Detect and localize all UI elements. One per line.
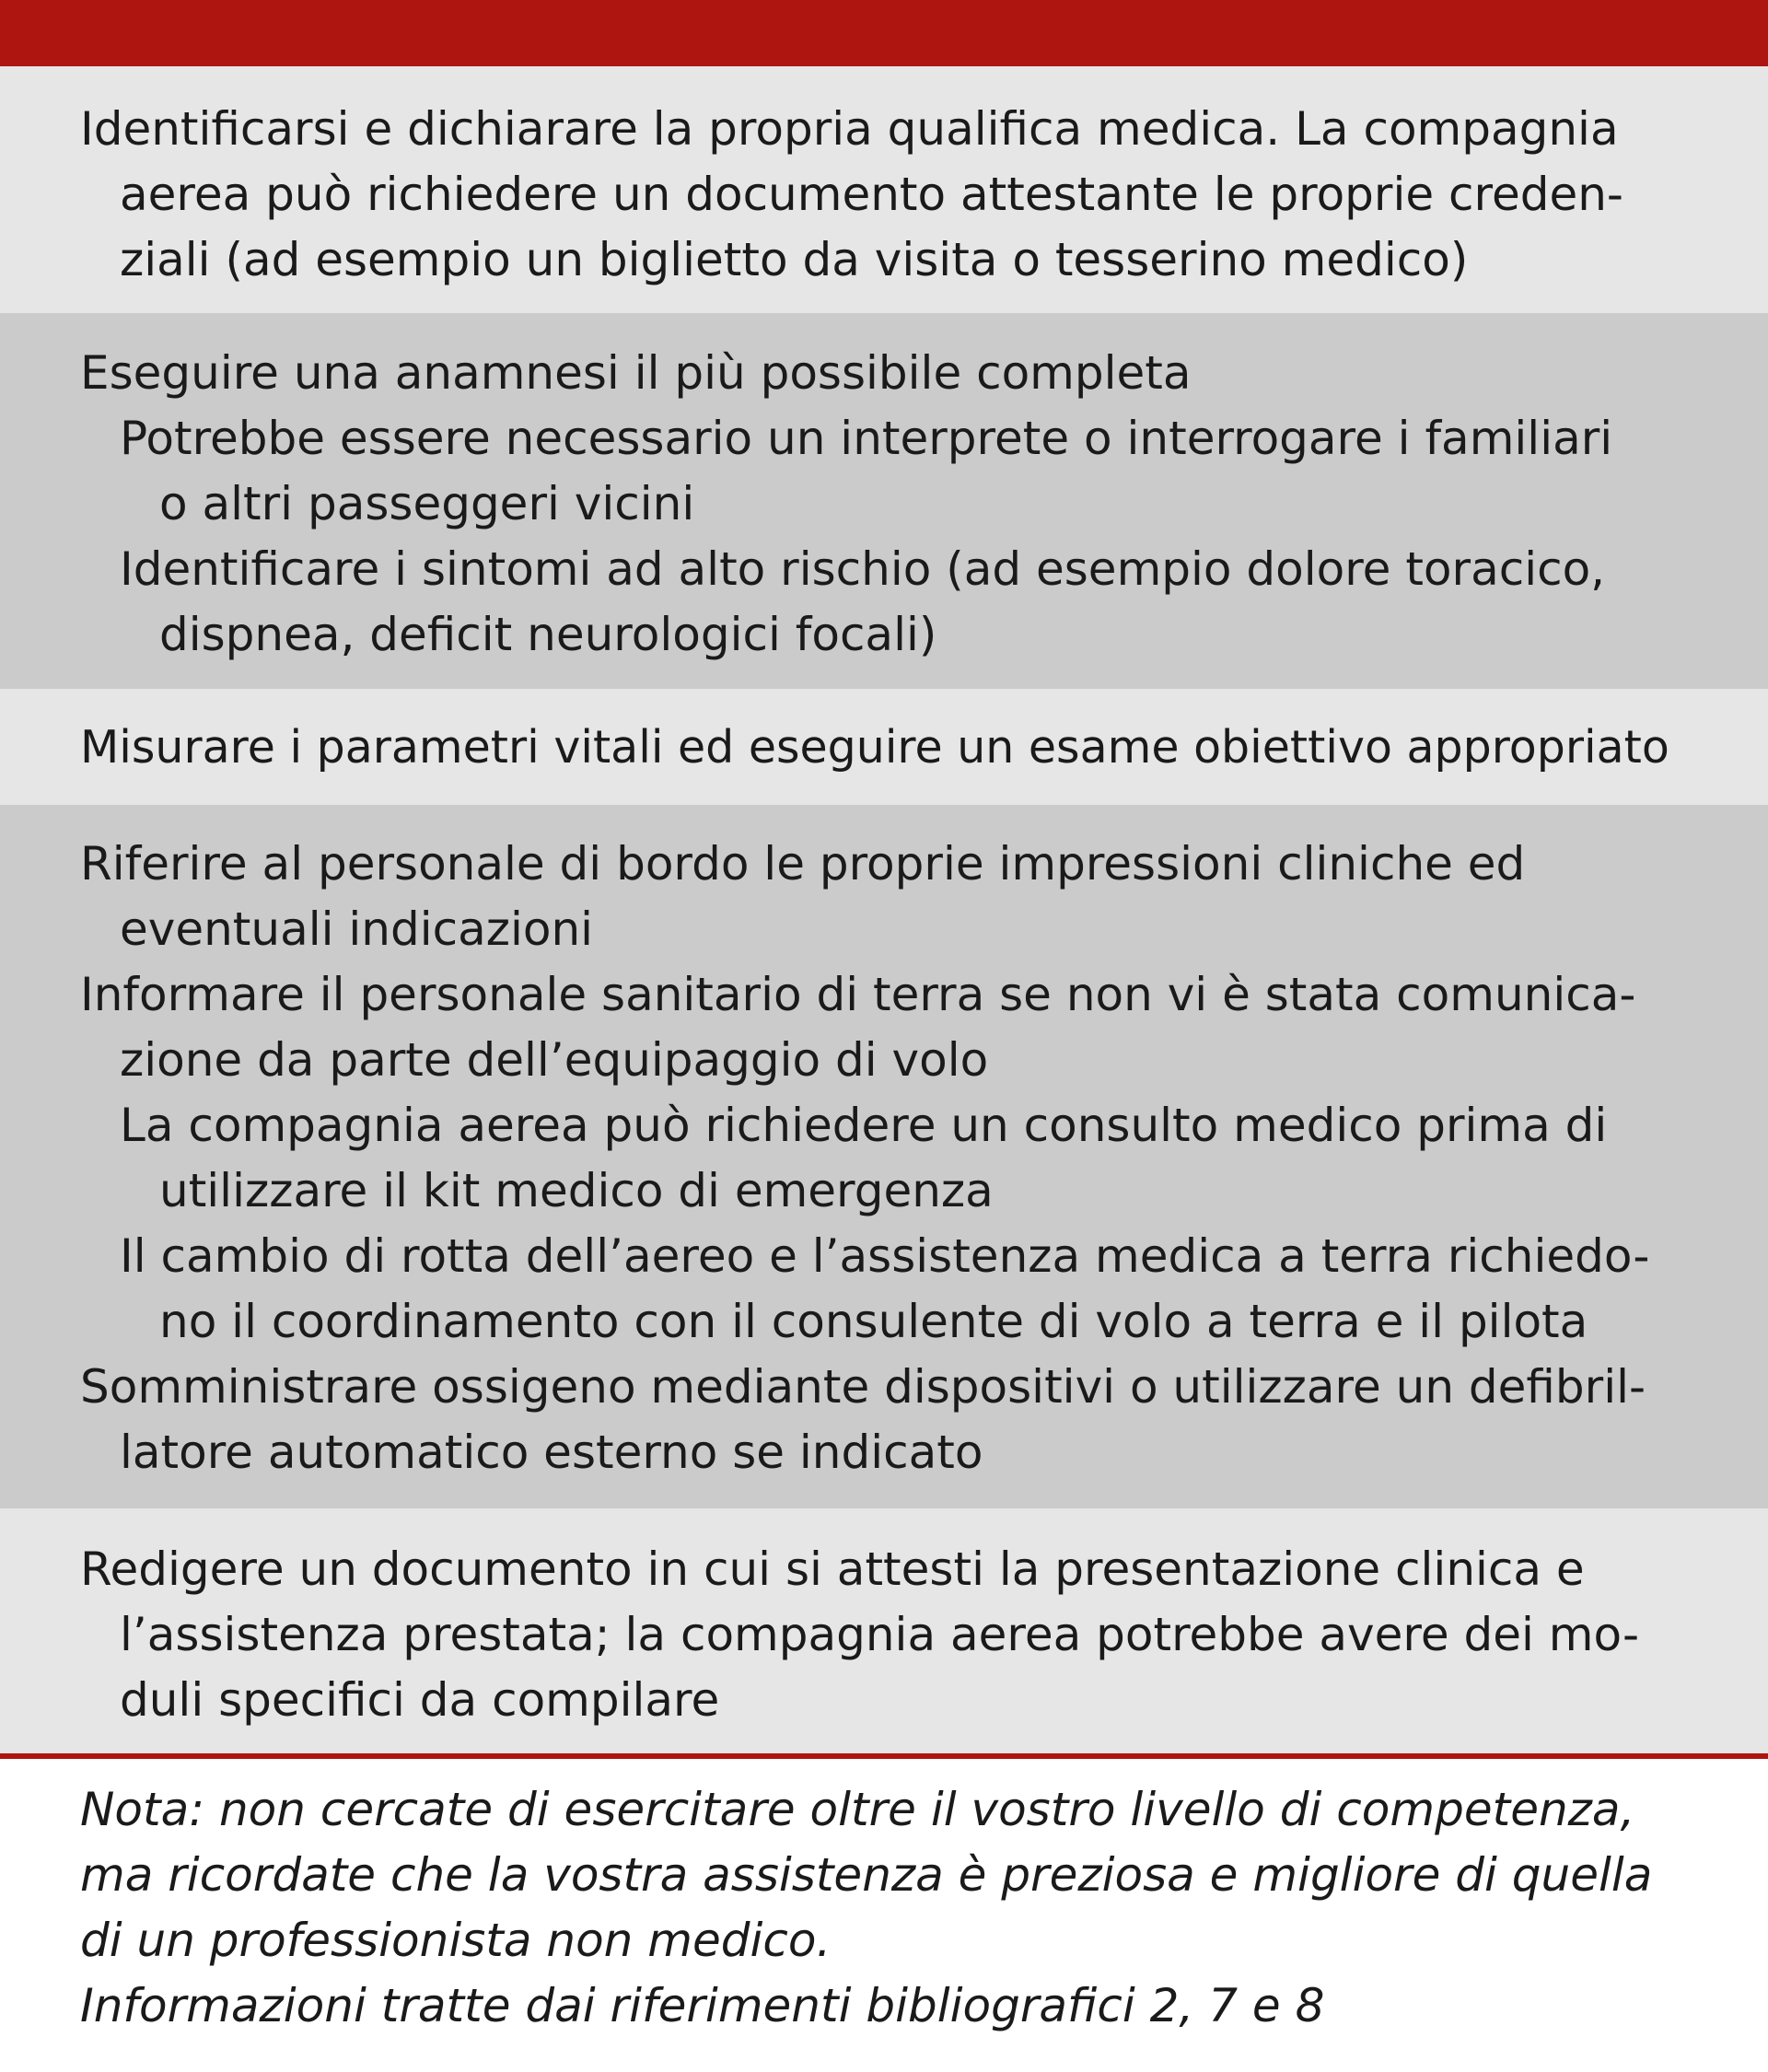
section-line: ziali (ad esempio un biglietto da visita o tesserino medico) (120, 233, 1469, 286)
section-line: Eseguire una anamnesi il più possibile completa (80, 346, 1192, 400)
section-line: aerea può richiedere un documento attestante le proprie creden- (120, 168, 1623, 221)
note-line: ma ricordate che la vostra assistenza è preziosa e migliore di quella (80, 1848, 1653, 1902)
footnote (80, 1777, 1701, 2039)
bottom-accent-rule (0, 1753, 1768, 1759)
top-accent-bar (0, 0, 1768, 66)
section-line: eventuali indicazioni (120, 902, 594, 956)
section-line: dispnea, deficit neurologici focali) (159, 608, 937, 661)
section-identification (0, 66, 1768, 313)
section-line: Identificare i sintomi ad alto rischio (ad esempio dolore toracico, (120, 542, 1606, 596)
section-line: o altri passeggeri vicini (159, 477, 695, 530)
section-communication (0, 805, 1768, 1508)
section-line: Informare il personale sanitario di terra se non vi è stata comunica- (80, 968, 1636, 1021)
section-line: duli specifici da compilare (120, 1673, 720, 1727)
section-line: Redigere un documento in cui si attesti la presentazione clinica e (80, 1542, 1585, 1596)
section-documentation (0, 1508, 1768, 1753)
section-line: l’assistenza prestata; la compagnia aerea potrebbe avere dei mo- (120, 1608, 1640, 1661)
section-vital-signs (0, 689, 1768, 805)
section-line: Misurare i parametri vitali ed eseguire un esame obiettivo appropriato (80, 721, 1669, 774)
section-line: utilizzare il kit medico di emergenza (159, 1164, 994, 1217)
section-line: no il coordinamento con il consulente di volo a terra e il pilota (159, 1295, 1588, 1348)
section-line: Potrebbe essere necessario un interprete o interrogare i familiari (120, 412, 1613, 465)
section-anamnesis (0, 313, 1768, 689)
section-line: zione da parte dell’equipaggio di volo (120, 1033, 989, 1087)
section-line: Identificarsi e dichiarare la propria qualifica medica. La compagnia (80, 102, 1619, 156)
note-line: Nota: non cercate di esercitare oltre il vostro livello di competenza, (80, 1783, 1635, 1836)
section-line: Il cambio di rotta dell’aereo e l’assistenza medica a terra richiedo- (120, 1229, 1650, 1283)
note-line: di un professionista non medico. (80, 1914, 832, 1967)
note-line: Informazioni tratte dai riferimenti bibliografici 2, 7 e 8 (80, 1979, 1325, 2032)
section-line: latore automatico esterno se indicato (120, 1426, 983, 1479)
section-line: Somministrare ossigeno mediante dispositivi o utilizzare un defibril- (80, 1360, 1646, 1414)
section-line: Riferire al personale di bordo le proprie impressioni cliniche ed (80, 837, 1526, 890)
section-line: La compagnia aerea può richiedere un consulto medico prima di (120, 1099, 1608, 1152)
